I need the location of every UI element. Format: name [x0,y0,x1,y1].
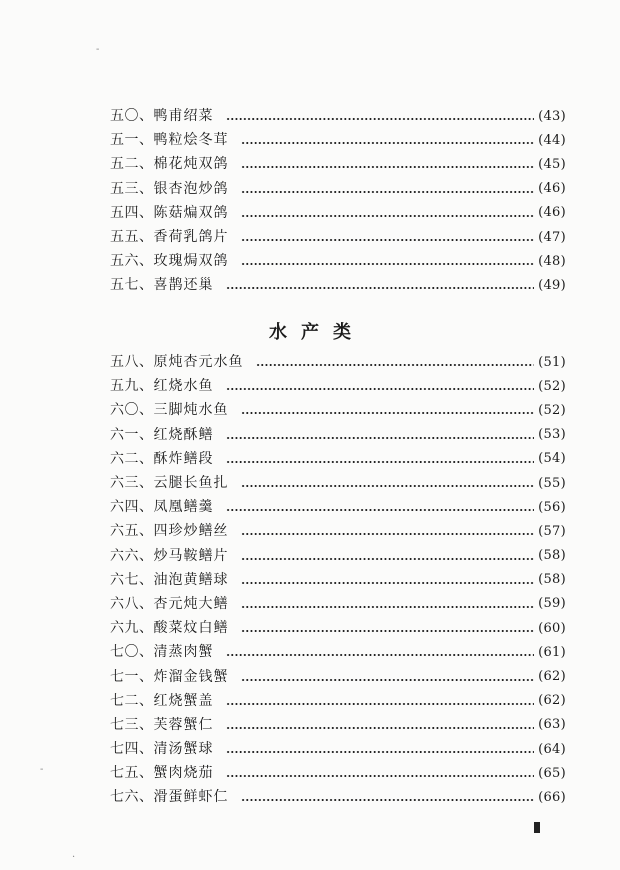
entry-page-number: (64) [538,741,566,757]
entry-page-number: (53) [538,427,566,443]
entry-page-number: (51) [538,354,566,370]
entry-title: 清蒸肉蟹 [153,644,214,661]
entry-number: 五八、 [110,354,154,371]
dot-leader [241,533,535,535]
dot-leader [226,461,535,463]
entry-number: 六八、 [110,595,154,612]
entry-title: 油泡黄鳝球 [153,571,229,588]
toc-entry [110,519,566,543]
dot-leader [241,630,535,632]
dot-leader [241,239,535,241]
entry-title: 清汤蟹球 [153,741,214,758]
toc-entry [110,128,566,152]
entry-number: 七五、 [110,765,154,782]
entry-title: 玫瑰焗双鸽 [153,253,229,270]
toc-entry [110,225,566,249]
toc-entry [110,544,566,568]
dot-leader [241,485,535,487]
entry-page-number: (47) [538,229,566,245]
entry-title: 杏元炖大鳝 [153,595,229,612]
entry-page-number: (45) [538,156,566,172]
entry-page-number: (62) [538,693,566,709]
toc-entry [110,592,566,616]
dot-leader [241,799,535,801]
toc-entry [110,761,566,785]
entry-page-number: (44) [538,132,566,148]
entry-number: 五九、 [110,378,154,395]
dot-leader [256,364,535,366]
entry-page-number: (43) [538,108,566,124]
entry-title: 酥炸鳝段 [153,450,214,467]
entry-number: 五四、 [110,204,154,221]
entry-title: 红烧酥鳝 [153,426,214,443]
entry-number: 七二、 [110,692,154,709]
toc-entry [110,495,566,519]
entry-page-number: (52) [538,378,566,394]
entry-number: 五一、 [110,132,154,149]
entry-page-number: (61) [538,644,566,660]
entry-title: 棉花炖双鸽 [153,156,229,173]
dot-leader [241,558,535,560]
entry-page-number: (60) [538,620,566,636]
entry-title: 银杏泡炒鸽 [153,180,229,197]
toc-list-bottom [110,350,566,810]
entry-number: 六三、 [110,475,154,492]
entry-number: 七四、 [110,741,154,758]
dot-leader [226,388,535,390]
scan-speck: - [40,764,44,775]
dot-leader [241,191,535,193]
entry-number: 五二、 [110,156,154,173]
dot-leader [226,509,535,511]
entry-number: 七〇、 [110,644,154,661]
toc-entry [110,785,566,809]
entry-page-number: (55) [538,475,566,491]
entry-title: 云腿长鱼扎 [153,475,229,492]
entry-page-number: (58) [538,548,566,564]
entry-title: 四珍炒鳝丝 [153,523,229,540]
entry-title: 三脚炖水鱼 [153,402,229,419]
dot-leader [241,142,535,144]
entry-page-number: (59) [538,596,566,612]
toc-entry [110,249,566,273]
dot-leader [241,412,535,414]
toc-entry [110,447,566,471]
dot-leader [241,606,535,608]
entry-title: 喜鹊还巢 [153,277,214,294]
entry-number: 七一、 [110,668,154,685]
toc-entry [110,273,566,297]
dot-leader [241,166,535,168]
entry-title: 凤凰鳝羹 [153,499,214,516]
entry-page-number: (46) [538,205,566,221]
entry-title: 炸溜金钱蟹 [153,668,229,685]
dot-leader [226,654,535,656]
toc-entry [110,177,566,201]
entry-number: 五五、 [110,229,154,246]
entry-title: 鸭甫绍菜 [153,108,214,125]
entry-title: 鸭粒烩冬茸 [153,132,229,149]
entry-number: 六六、 [110,547,154,564]
entry-title: 炒马鞍鳝片 [153,547,229,564]
entry-number: 五六、 [110,253,154,270]
entry-page-number: (66) [538,789,566,805]
dot-leader [241,582,535,584]
entry-page-number: (63) [538,717,566,733]
toc-entry [110,616,566,640]
dot-leader [241,263,535,265]
entry-title: 芙蓉蟹仁 [153,716,214,733]
section-heading: 水产类 [269,322,365,343]
dot-leader [226,437,535,439]
scan-speck: - [96,44,100,55]
entry-title: 蟹肉烧茄 [153,765,214,782]
toc-entry [110,374,566,398]
toc-entry [110,640,566,664]
toc-entry [110,471,566,495]
dot-leader [226,287,535,289]
entry-page-number: (54) [538,451,566,467]
dot-leader [241,679,535,681]
dot-leader [226,775,535,777]
toc-entry [110,568,566,592]
entry-title: 红烧蟹盖 [153,692,214,709]
toc-list-top [110,104,566,298]
toc-entry [110,664,566,688]
entry-number: 六四、 [110,499,154,516]
entry-page-number: (62) [538,669,566,685]
entry-number: 六七、 [110,571,154,588]
entry-number: 六一、 [110,426,154,443]
page-mark [534,822,540,833]
dot-leader [241,215,535,217]
toc-entry [110,423,566,447]
toc-entry [110,152,566,176]
entry-number: 六二、 [110,450,154,467]
dot-leader [226,751,535,753]
entry-page-number: (52) [538,402,566,418]
entry-title: 香荷乳鸽片 [153,229,229,246]
entry-page-number: (56) [538,499,566,515]
entry-page-number: (57) [538,523,566,539]
entry-page-number: (65) [538,765,566,781]
entry-page-number: (48) [538,253,566,269]
entry-number: 五〇、 [110,108,154,125]
entry-title: 红烧水鱼 [153,378,214,395]
entry-number: 五三、 [110,180,154,197]
toc-entry [110,713,566,737]
entry-number: 六五、 [110,523,154,540]
entry-page-number: (46) [538,181,566,197]
toc-entry [110,398,566,422]
dot-leader [226,727,535,729]
entry-title: 滑蛋鲜虾仁 [153,789,229,806]
dot-leader [226,703,535,705]
toc-entry [110,689,566,713]
entry-number: 七三、 [110,716,154,733]
toc-entry [110,737,566,761]
toc-entry [110,350,566,374]
entry-page-number: (58) [538,572,566,588]
entry-number: 七六、 [110,789,154,806]
scan-speck: · [72,852,76,863]
entry-title: 陈菇煸双鸽 [153,204,229,221]
entry-number: 六〇、 [110,402,154,419]
toc-entry [110,104,566,128]
entry-number: 五七、 [110,277,154,294]
entry-page-number: (49) [538,277,566,293]
toc-entry [110,201,566,225]
entry-title: 原炖杏元水鱼 [153,354,244,371]
dot-leader [226,118,535,120]
entry-title: 酸菜炆白鳝 [153,620,229,637]
entry-number: 六九、 [110,620,154,637]
